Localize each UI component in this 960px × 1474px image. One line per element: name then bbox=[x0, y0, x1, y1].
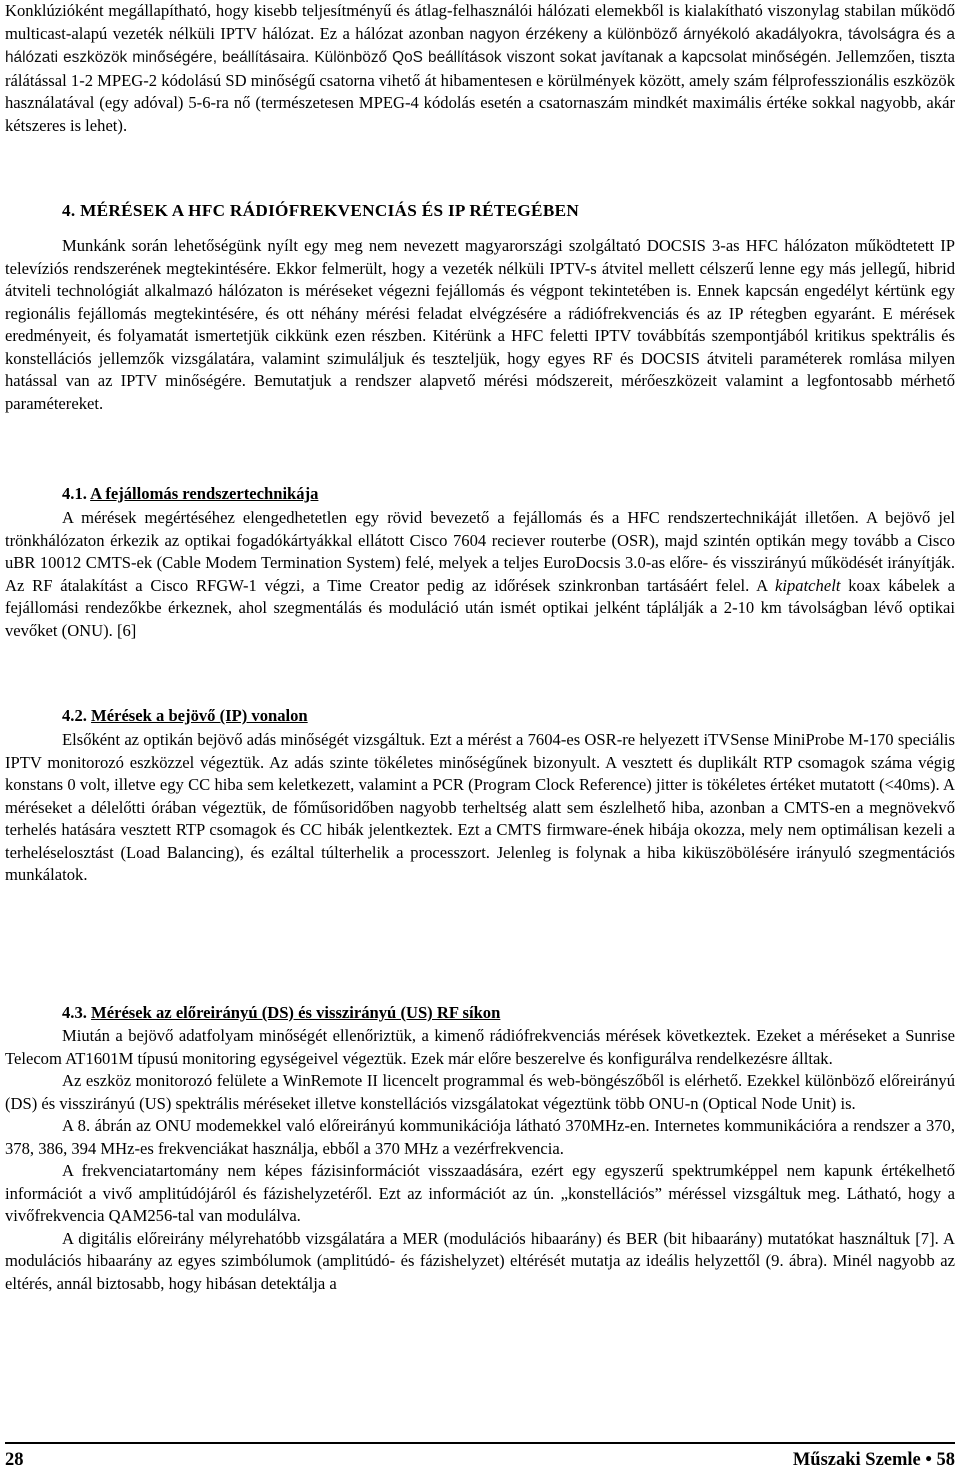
section-4-2-body bbox=[5, 729, 955, 887]
section-4-3-heading bbox=[62, 1002, 500, 1025]
section-4-2-heading bbox=[62, 705, 308, 728]
section-4-3-title: Mérések az előreirányú (DS) és visszirányú (US) RF síkon bbox=[91, 1003, 501, 1022]
section-4-paragraph: Munkánk során lehetőségünk nyílt egy meg nem nevezett magyarországi szolgáltató DOCSIS 3-as HFC hálózaton működtetett IP televíziós rendszerének megtekintésére. Ekkor felmerült, hogy a vezeték nélküli IPTV-s átvitel mellett célszerű lenne egy más jellegű, hibrid átviteli technológiát alkalmazó hálózaton is méréseket végezni fejállomás és végpont tekintetében is. Ennek kapcsán engedélyt kértünk egy regionális fejállomás megtekintésére, és ott néhány mérési feladat elvégzésére a rádiófrekvenciás és az IP rétegben egyaránt. E mérések eredményeit, és folyamatát ismertetjük cikkünk ezen részben. Kitérünk a HFC feletti IPTV továbbítás szempontjából kritikus spektrális és konstellációs jellemzők vizsgálatára, valamint szimuláljuk és teszteljük, hogy egyes RF és DOCSIS átviteli paraméterek romlása milyen hatással van az IPTV minőségére. Bemutatjuk a rendszer alapvető mérési módszereit, mérőeszközeit valamint a legfontosabb mérhető paramétereket. bbox=[5, 236, 955, 413]
section-4-3-body bbox=[5, 1025, 955, 1295]
section-4-1-paragraph bbox=[5, 507, 955, 642]
section-4-1-text-b: koax kábelek a fejállomási rendezőkbe érkeznek, ahol szegmentálás és moduláció után ismét optikai jelként táplálják a 2-10 km távolságban lévő optikai vevőket (ONU). [6] bbox=[5, 575, 955, 640]
section-4-3-number: 4.3. bbox=[62, 1003, 87, 1022]
page-number: 28 bbox=[5, 1450, 24, 1470]
section-4-1-text-a: A mérések megértéséhez elengedhetetlen egy rövid bevezető a fejállomás és a HFC rendszertechnikáját illetően. A bejövő jel trönkhálózaton érkezik az optikai fogadókártyákkal ellátott Cisco 7604 reciever routerbe (OSR), majd szintén optikán megy tovább a Cisco uBR 10012 CMTS-ek (Cable Modem Termination System) felé, melyek a teljes EuroDocsis 3.0-as előre- és visszirányú működését irányítják. Az RF átalakítást a Cisco RFGW-1 végzi, a Time Creator pedig az időrések szinkronban tartásáért felel. A bbox=[5, 508, 955, 595]
section-4-3-paragraph-3: A 8. ábrán az ONU modemekkel való előreirányú kommunikációja látható 370MHz-en. Internetes kommunikációra a rendszer a 370, 378, 386, 394 MHz-es frekvenciákat használja, ebből a 370 MHz a vezérfrekvencia. bbox=[5, 1116, 955, 1158]
intro-text-tail: Jellemzően, tiszta rálátással 1-2 MPEG-2 kódolású SD minőségű csatorna vihető át hibamentesen e körülmények között, amely szám félprofesszionális eszközök használatával (egy adóval) 5-6-ra nő (természetesen MPEG-4 kódolás esetén a csatornaszám mindkét maximális értéke sokkal nagyobb, akár kétszeres is lehet). bbox=[5, 47, 955, 135]
section-4-2-number: 4.2. bbox=[62, 706, 87, 725]
section-4-2-paragraph: Elsőként az optikán bejövő adás minőségét vizsgáltuk. Ezt a mérést a 7604-es OSR-re helyezett iTVSense MiniProbe M-170 speciális IPTV monitorozó eszközzel végeztük. Az adás szinte tökéletes minőségűnek bizonyult. A vesztett és duplikált RTP csomagok száma végig konstans 0 volt, illetve egy CC hiba sem keletkezett, valamint a PCR (Program Clock Reference) jitter is tökéletes értéket mutatott (<40ms). A méréseket a délelőtti órában végeztük, de főműsoridőben nagyobb terheltség alatt sem észlelhető hiba, azonban a CMTS-en a megnövekvő terhelés hatására vesztett RTP csomagok és CC hibák jelentkeztek. Ezt a CMTS firmware-ének hibája okozza, mely nem optimálisan kezeli a terheléselosztást (Load Balancing), és ezáltal túlterhelik a processzort. Jelenleg is folynak a hiba kiküszöbölésére irányuló szegmentációs munkálatok. bbox=[5, 730, 955, 884]
section-4-1-title: A fejállomás rendszertechnikája bbox=[90, 484, 319, 503]
section-4-1-emphasis: kipatchelt bbox=[775, 575, 841, 595]
intro-text-serif: Konklúzióként megállapítható, hogy kisebb teljesítményű és átlag-felhasználói hálózati elemekből is kialakítható viszonylag stabilan működő multicast-alapú vezeték nélküli IPTV hálózat. Ez a hálózat azonban bbox=[5, 1, 955, 43]
section-4-3-paragraph-4: A frekvenciatartomány nem képes fázisinformációt visszaadására, ezért egy egyszerű spektrumképpel nem kapunk értékelhető információt a vivő amplitúdójáról és fázishelyzetéről. Ezt az információt az ún. „konstellációs” méréssel vizsgáltuk meg. Látható, hogy a vivőfrekvencia QAM256-tal van modulálva. bbox=[5, 1161, 955, 1225]
section-4-heading: 4. MÉRÉSEK A HFC RÁDIÓFREKVENCIÁS ÉS IP RÉTEGÉBEN bbox=[62, 201, 580, 220]
intro-paragraph bbox=[5, 0, 955, 137]
section-4-3-paragraph-2: Az eszköz monitorozó felülete a WinRemote II licencelt programmal és web-böngészőből is elérhető. Ezekkel különböző előreirányú (DS) és visszirányú (US) spektrális méréseket illetve konstellációs vizsgálatokat végeztünk több ONU-n (Optical Node Unit) is. bbox=[5, 1071, 955, 1113]
section-4-body bbox=[5, 235, 955, 415]
intro-block bbox=[5, 0, 955, 137]
section-4-1-heading bbox=[62, 483, 318, 506]
footer-divider bbox=[5, 1442, 955, 1444]
section-4-3-paragraph-5: A digitális előreirány mélyrehatóbb vizsgálatára a MER (modulációs hibaarány) és BER (bit hibaarány) mutatókat használtuk [7]. A modulációs hibaarány az egyes szimbólumok (amplitúdó- és fázishelyzet) eltérését mutatja az ideális helyzettől (9. ábra). Minél nagyobb az eltérés, annál biztosabb, hogy hibásan detektálja a bbox=[5, 1228, 955, 1293]
section-4-2-title: Mérések a bejövő (IP) vonalon bbox=[91, 706, 308, 725]
section-4-3-paragraph-1: Miután a bejövő adatfolyam minőségét ellenőriztük, a kimenő rádiófrekvenciás mérések következtek. Ezeket a méréseket a Sunrise Telecom AT1601M típusú monitoring egységeivel végeztük. Ezek már előre beszerelve és konfigurálva rendelkezésre álltak. bbox=[5, 1026, 955, 1068]
section-4-1-number: 4.1. bbox=[62, 484, 87, 503]
section-4-1-body bbox=[5, 507, 955, 642]
intro-text-sans: nagyon érzékeny a különböző árnyékoló akadályokra, távolságra és a hálózati eszközök minőségére, beállításaira. Különböző QoS beállítások viszont sokat javítanak a kapcsolat minőségén. bbox=[5, 25, 955, 66]
page-footer bbox=[5, 1449, 955, 1472]
journal-name: Műszaki Szemle • 58 bbox=[792, 1450, 955, 1470]
